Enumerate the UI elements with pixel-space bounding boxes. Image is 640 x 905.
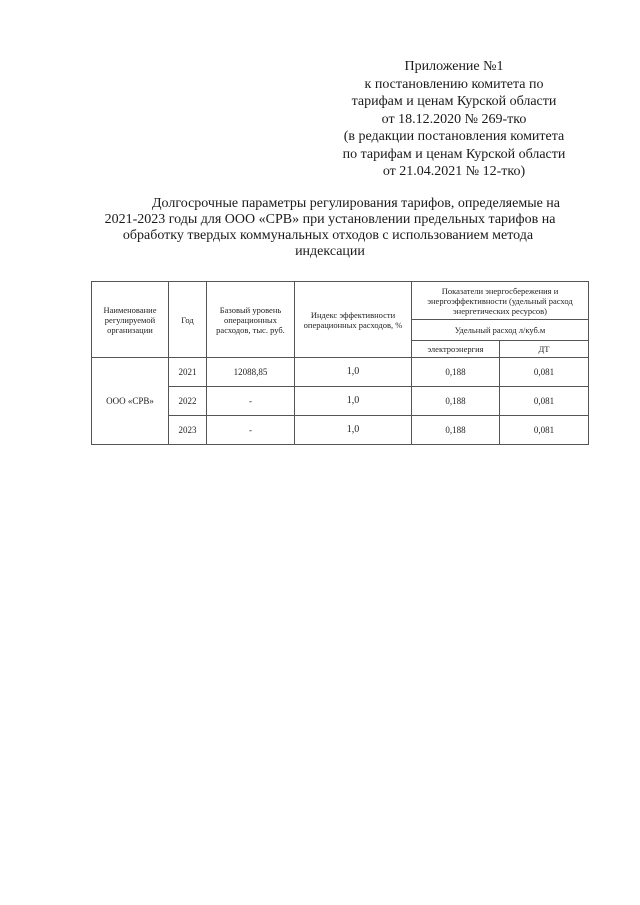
header-dt: ДТ	[500, 340, 589, 357]
dt-cell: 0,081	[500, 416, 589, 445]
dt-cell: 0,081	[500, 387, 589, 416]
title-line: индексации	[295, 244, 365, 259]
title-line: обработку твердых коммунальных отходов с использованием метода	[122, 228, 534, 243]
header-energy-group: Показатели энергосбережения и энергоэффективности (удельный расход энергетических ресурсов)	[412, 282, 589, 320]
dt-cell: 0,081	[500, 358, 589, 387]
appendix-line: по тарифам и ценам Курской области	[342, 146, 566, 162]
base-cell: 12088,85	[207, 358, 295, 387]
header-base-level: Базовый уровень операционных расходов, тыс. руб.	[207, 282, 295, 358]
index-cell: 1,0	[295, 387, 412, 416]
appendix-block	[318, 58, 590, 181]
title-line: 2021-2023 годы для ООО «СРВ» при установлении предельных тарифов на	[104, 212, 556, 227]
header-efficiency-index: Индекс эффективности операционных расходов, %	[295, 282, 412, 358]
electricity-cell: 0,188	[412, 358, 500, 387]
electricity-cell: 0,188	[412, 416, 500, 445]
appendix-line: к постановлению комитета по	[364, 76, 544, 92]
table-row	[92, 358, 589, 387]
header-specific-consumption: Удельный расход л/куб.м	[412, 320, 589, 341]
header-org: Наименование регулируемой организации	[92, 282, 169, 358]
header-year: Год	[169, 282, 207, 358]
index-cell: 1,0	[295, 416, 412, 445]
index-cell: 1,0	[295, 358, 412, 387]
document-title	[60, 196, 600, 260]
header-electricity: электроэнергия	[412, 340, 500, 357]
appendix-line: (в редакции постановления комитета	[343, 129, 565, 144]
appendix-line: от 21.04.2021 № 12-тко)	[382, 164, 526, 179]
org-name-cell: ООО «СРВ»	[92, 358, 169, 445]
appendix-line: Приложение №1	[404, 59, 504, 74]
title-line: Долгосрочные параметры регулирования тарифов, определяемые на	[151, 196, 561, 211]
appendix-line: тарифам и ценам Курской области	[351, 94, 557, 109]
year-cell: 2021	[169, 358, 207, 387]
year-cell: 2023	[169, 416, 207, 445]
appendix-line: от 18.12.2020 № 269-тко	[381, 111, 527, 127]
parameters-table	[91, 281, 589, 445]
electricity-cell: 0,188	[412, 387, 500, 416]
base-cell: -	[207, 416, 295, 445]
year-cell: 2022	[169, 387, 207, 416]
base-cell: -	[207, 387, 295, 416]
